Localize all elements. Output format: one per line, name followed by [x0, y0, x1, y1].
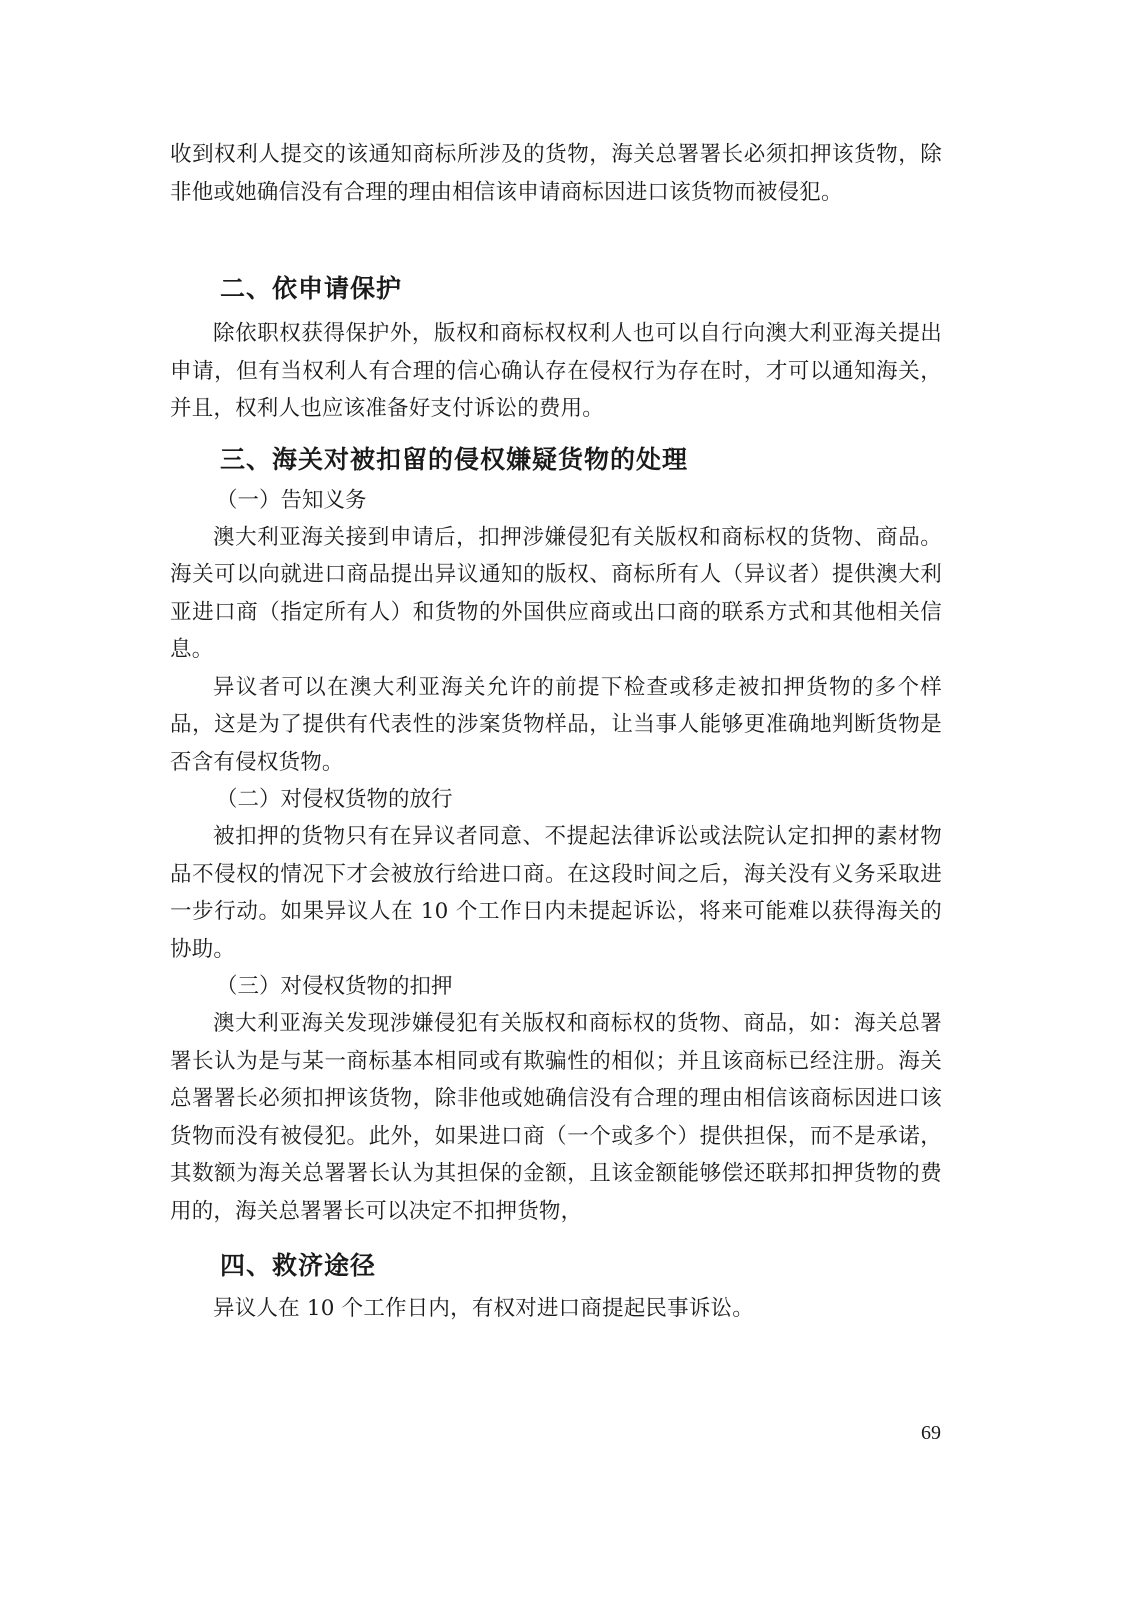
- section-heading-customs-handling: 三、海关对被扣留的侵权嫌疑货物的处理: [220, 444, 689, 474]
- intro-paragraph: 收到权利人提交的该通知商标所涉及的货物，海关总署署长必须扣押该货物，除非他或她确信没有合理的理由相信该申请商标因进口该货物而被侵犯。: [170, 142, 942, 205]
- paragraph-notification-duty-2: 异议者可以在澳大利亚海关允许的前提下检查或移走被扣押货物的多个样品，这是为了提供有代表性的涉案货物样品，让当事人能够更准确地判断货物是否含有侵权货物。: [170, 674, 942, 775]
- paragraph-application-protection: 除依职权获得保护外，版权和商标权权利人也可以自行向澳大利亚海关提出申请，但有当权利人有合理的信心确认存在侵权行为存在时，才可以通知海关，并且，权利人也应该准备好支付诉讼的费用。: [170, 321, 942, 421]
- page-number: 69: [921, 1422, 941, 1444]
- paragraph-remedies: 异议人在 10 个工作日内，有权对进口商提起民事诉讼。: [213, 1296, 754, 1321]
- section-heading-application-protection: 二、依申请保护: [220, 274, 403, 303]
- page-content: [170, 136, 942, 1328]
- subsection-title-release: （二）对侵权货物的放行: [216, 787, 453, 812]
- paragraph-release: 被扣押的货物只有在异议者同意、不提起法律诉讼或法院认定扣押的素材物品不侵权的情况下才会被放行给进口商。在这段时间之后，海关没有义务采取进一步行动。如果异议人在 10 个工作日内未提起诉讼，将来可能难以获得海关的协助。: [170, 824, 942, 962]
- section-heading-remedies: 四、救济途径: [220, 1251, 377, 1280]
- subsection-title-seizure: （三）对侵权货物的扣押: [216, 974, 453, 999]
- paragraph-notification-duty-1: 澳大利亚海关接到申请后，扣押涉嫌侵犯有关版权和商标权的货物、商品。海关可以向就进口商品提出异议通知的版权、商标所有人（异议者）提供澳大利亚进口商（指定所有人）和货物的外国供应商或出口商的联系方式和其他相关信息。: [170, 524, 942, 662]
- subsection-title-notification-duty: （一）告知义务: [216, 487, 367, 513]
- paragraph-seizure: 澳大利亚海关发现涉嫌侵犯有关版权和商标权的货物、商品，如：海关总署署长认为是与某一商标基本相同或有欺骗性的相似；并且该商标已经注册。海关总署署长必须扣押该货物，除非他或她确信没有合理的理由相信该商标因进口该货物而没有被侵犯。此外，如果进口商（一个或多个）提供担保，而不是承诺，其数额为海关总署署长认为其担保的金额，且该金额能够偿还联邦扣押货物的费用的，海关总署署长可以决定不扣押货物，: [170, 1011, 942, 1224]
